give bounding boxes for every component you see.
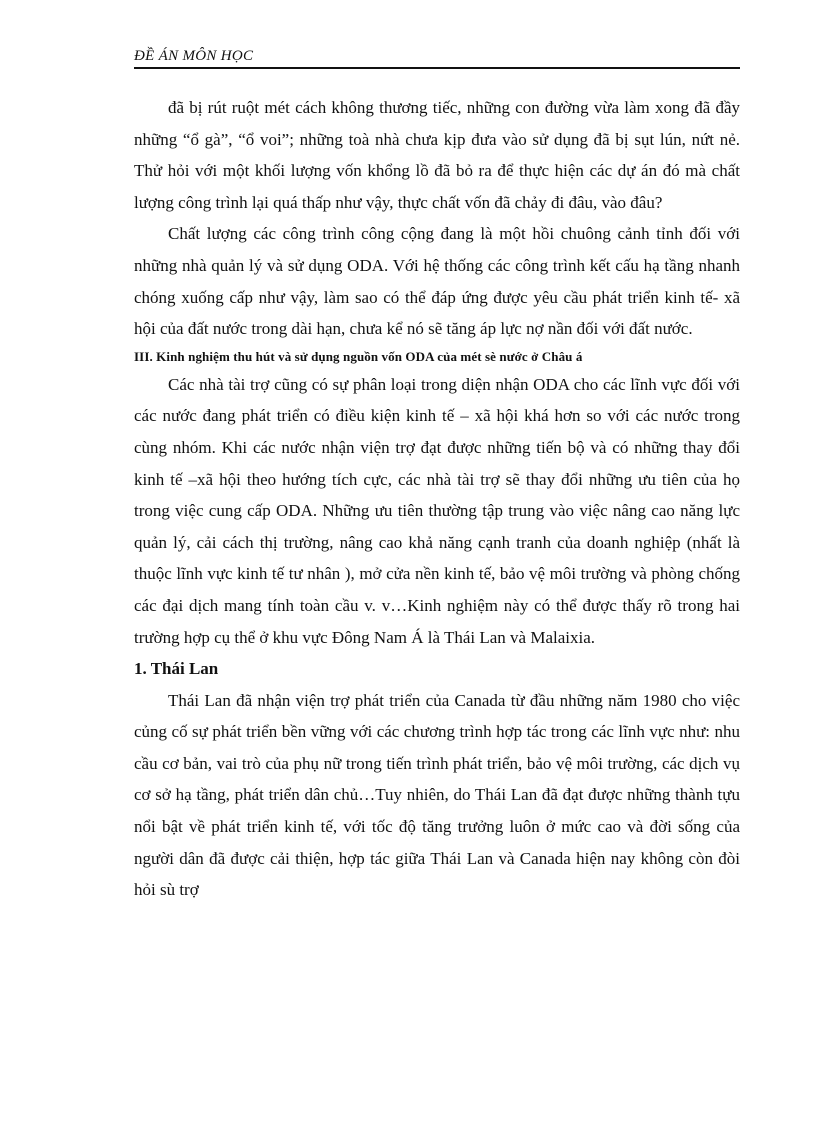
paragraph-continuation: đã bị rút ruột mét cách không thương tiếc, những con đường vừa làm xong đã đầy những “ổ gà”, “ổ voi”; những toà nhà chưa kịp đưa vào sử dụng đã bị sụt lún, nứt nẻ. Thử hỏi với một khối lượng vốn khổng lồ đã bỏ ra để thực hiện các dự án đó mà chất lượng công trình lại quá thấp như vậy, thực chất vốn đã chảy đi đâu, vào đâu? (134, 98, 740, 212)
paragraph: Chất lượng các công trình công cộng đang là một hồi chuông cảnh tỉnh đối với những nhà quản lý và sử dụng ODA. Với hệ thống các công trình kết cấu hạ tầng nhanh chóng xuống cấp như vậy, làm sao có thể đáp ứng được yêu cầu phát triển kinh tế- xã hội của đất nước trong dài hạn, chưa kể nó sẽ tăng áp lực nợ nần đối với đất nước. (134, 224, 740, 339)
paragraph: Các nhà tài trợ cũng có sự phân loại trong diện nhận ODA cho các lĩnh vực đối với các nước đang phát triển có điều kiện kinh tế – xã hội khá hơn so với các nước trong cùng nhóm. Khi các nước nhận viện trợ đạt được những tiến bộ và có những thay đổi kinh tế –xã hội theo hướng tích cực, các nhà tài trợ sẽ thay đổi những ưu tiên của họ trong việc cung cấp ODA. Những ưu tiên thường tập trung vào việc nâng cao năng lực quản lý, cải cách thị trường, nâng cao khả năng cạnh tranh của doanh nghiệp (nhất là thuộc lĩnh vực kinh tế tư nhân ), mở cửa nền kinh tế, bảo vệ môi trường và phòng chống các đại dịch mang tính toàn cầu v. v…Kinh nghiệm này có thể được thấy rõ trong hai trường hợp cụ thể ở khu vực Đông Nam Á là Thái Lan và Malaixia. (134, 374, 740, 647)
header-rule (134, 67, 740, 69)
sub-heading: 1. Thái Lan (134, 659, 219, 679)
paragraph: Thái Lan đã nhận viện trợ phát triển của Canada từ đầu những năm 1980 cho việc củng cố sự phát triển bền vững với các chương trình hợp tác trong các lĩnh vực như: nhu cầu cơ bản, vai trò của phụ nữ trong tiến trình phát triển, bảo vệ môi trường, các dịch vụ cơ sở hạ tầng, phát triển dân chủ…Tuy nhiên, do Thái Lan đã đạt được những thành tựu nổi bật về phát triển kinh tế, với tốc độ tăng trưởng luôn ở mức cao và đời sống của người dân đã được cải thiện, hợp tác giữa Thái Lan và Canada hiện nay không còn đòi hỏi sù trợ (134, 690, 740, 900)
section-heading: III. Kinh nghiệm thu hút và sử dụng nguồn vốn ODA của mét sè nước ở Châu á (134, 348, 583, 364)
document-body (134, 92, 740, 906)
page-header: ĐỀ ÁN MÔN HỌC (134, 48, 254, 64)
